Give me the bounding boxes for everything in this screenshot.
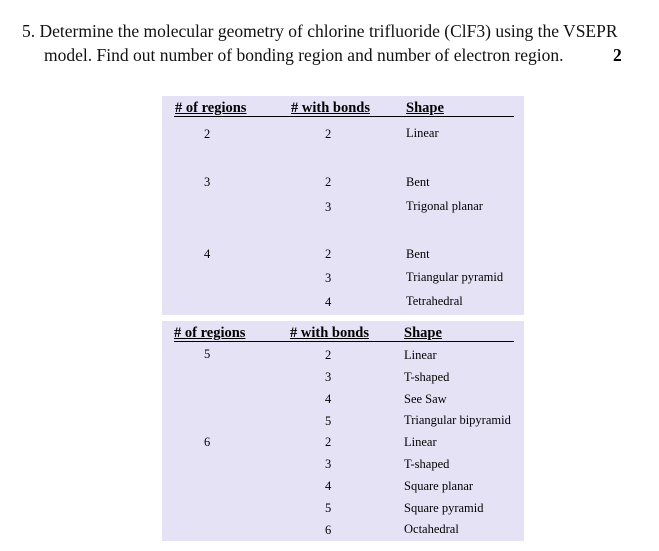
cell-shape: Square planar xyxy=(404,479,474,493)
cell-shape: T-shaped xyxy=(404,457,450,471)
question-text-line2: model. Find out number of bonding region and number of electron region. xyxy=(44,45,564,65)
cell-shape: Triangular pyramid xyxy=(406,270,504,284)
cell-shape: Triangular bipyramid xyxy=(404,413,511,427)
cell-bonds: 5 xyxy=(325,414,332,428)
cell-bonds: 3 xyxy=(325,271,332,285)
header-bonds: # with bonds xyxy=(290,325,369,341)
cell-shape: Square pyramid xyxy=(404,501,484,515)
cell-bonds: 4 xyxy=(325,479,332,493)
question-text-line1: 5. Determine the molecular geometry of chlorine trifluoride (ClF3) using the VSEPR xyxy=(22,21,618,41)
cell-bonds: 3 xyxy=(325,457,332,471)
cell-bonds: 5 xyxy=(325,501,332,515)
cell-regions: 4 xyxy=(204,247,211,261)
cell-bonds: 3 xyxy=(325,370,332,384)
cell-bonds: 2 xyxy=(325,348,332,362)
cell-regions: 6 xyxy=(204,435,211,449)
cell-shape: Trigonal planar xyxy=(406,199,483,213)
cell-bonds: 3 xyxy=(325,200,332,214)
cell-shape: Octahedral xyxy=(404,522,459,536)
cell-shape: Linear xyxy=(404,348,437,362)
cell-regions: 5 xyxy=(204,347,211,361)
vsepr-table-5-to-6-regions xyxy=(162,321,524,541)
cell-bonds: 4 xyxy=(325,392,332,406)
header-regions: # of regions xyxy=(175,100,247,116)
cell-bonds: 2 xyxy=(325,435,332,449)
header-shape: Shape xyxy=(404,325,442,341)
cell-shape: See Saw xyxy=(404,392,447,406)
cell-shape: Tetrahedral xyxy=(406,294,463,308)
cell-bonds: 2 xyxy=(325,127,332,141)
cell-shape: Bent xyxy=(406,175,430,189)
cell-shape: Bent xyxy=(406,247,430,261)
cell-bonds: 4 xyxy=(325,295,332,309)
header-bonds: # with bonds xyxy=(291,100,370,116)
cell-shape: Linear xyxy=(404,435,437,449)
cell-bonds: 2 xyxy=(325,175,332,189)
header-regions: # of regions xyxy=(174,325,246,341)
cell-shape: Linear xyxy=(406,126,439,140)
question-marks: 2 xyxy=(613,45,622,65)
cell-shape: T-shaped xyxy=(404,370,450,384)
cell-regions: 2 xyxy=(204,127,211,141)
vsepr-table-2-to-4-regions xyxy=(162,96,524,315)
header-shape: Shape xyxy=(406,100,444,116)
question-block xyxy=(0,0,659,70)
cell-regions: 3 xyxy=(204,175,211,189)
cell-bonds: 6 xyxy=(325,523,332,537)
cell-bonds: 2 xyxy=(325,247,332,261)
